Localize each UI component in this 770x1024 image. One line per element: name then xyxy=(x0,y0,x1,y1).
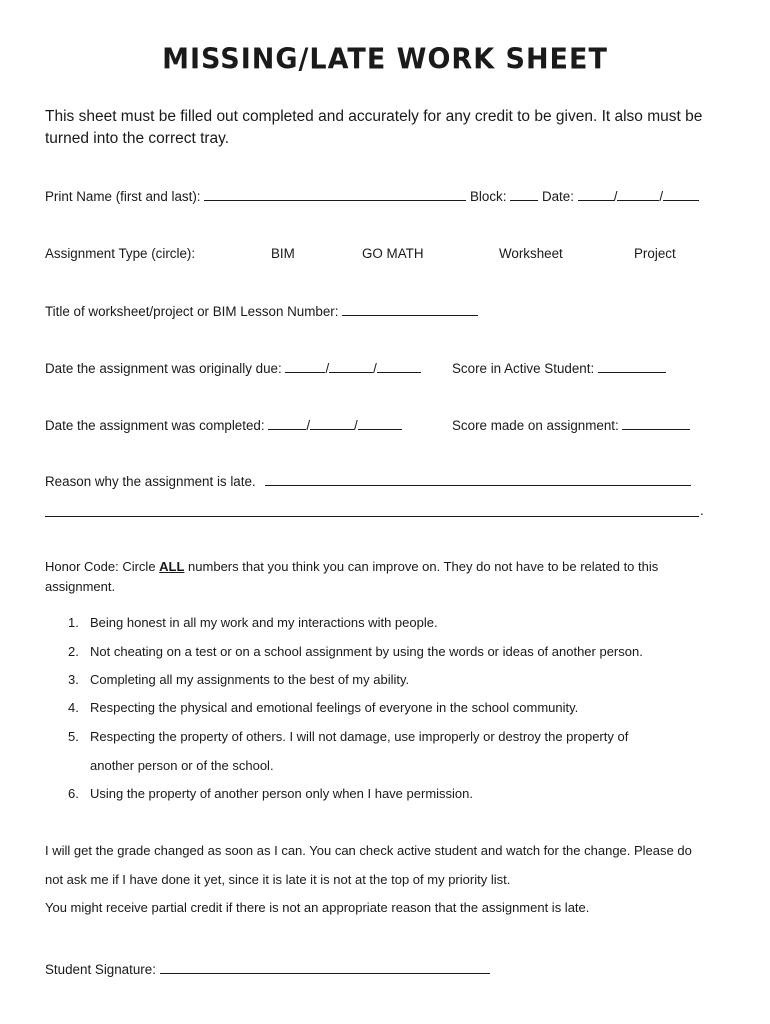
closing-line-3: You might receive partial credit if there is not an appropriate reason that the assignment is late. xyxy=(45,900,590,915)
completed-day-field[interactable] xyxy=(310,417,354,430)
honor-item-number: 3. xyxy=(68,672,79,687)
completed-month-field[interactable] xyxy=(268,417,306,430)
honor-item-number: 6. xyxy=(68,786,79,801)
block-label: Block: xyxy=(470,189,507,204)
honor-item-number: 4. xyxy=(68,700,79,715)
reason-field-line-1[interactable] xyxy=(265,473,691,486)
honor-emphasis: ALL xyxy=(159,559,185,574)
honor-item-number: 5. xyxy=(68,729,79,744)
completed-year-field[interactable] xyxy=(358,417,402,430)
closing-line-1: I will get the grade changed as soon as I can. You can check active student and watch for the change. Please do xyxy=(45,843,692,858)
score-made-field[interactable] xyxy=(622,417,690,430)
assignment-type-label: Assignment Type (circle): xyxy=(45,246,196,261)
honor-item-text: Respecting the physical and emotional feelings of everyone in the school community. xyxy=(90,700,579,715)
date-month-field[interactable] xyxy=(578,188,614,201)
signature-field[interactable] xyxy=(160,961,490,974)
honor-item-text: another person or of the school. xyxy=(90,758,274,773)
honor-item-text: Being honest in all my work and my interactions with people. xyxy=(90,615,438,630)
closing-line-2: not ask me if I have done it yet, since it is late it is not at the top of my priority list. xyxy=(45,872,511,887)
score-active-field[interactable] xyxy=(598,360,666,373)
reason-period: . xyxy=(700,503,704,518)
print-name-row: Print Name (first and last): Block: Date: / / xyxy=(45,188,699,204)
intro-text: This sheet must be filled out completed and accurately for any credit to be given. It also must be turned into the correct tray. xyxy=(45,108,703,147)
type-option-bim[interactable]: BIM xyxy=(271,246,295,261)
honor-item-text: Using the property of another person only when I have permission. xyxy=(90,786,473,801)
date-completed-row: Date the assignment was completed: / / xyxy=(45,417,402,433)
type-option-worksheet[interactable]: Worksheet xyxy=(499,246,563,261)
honor-item-text: Respecting the property of others. I will not damage, use improperly or destroy the property of xyxy=(90,729,629,744)
date-label: Date: xyxy=(541,189,574,204)
score-active-row xyxy=(452,360,666,376)
honor-code-intro xyxy=(45,557,725,597)
honor-item-text: Not cheating on a test or on a school assignment by using the words or ideas of another person. xyxy=(90,644,643,659)
title-field[interactable] xyxy=(342,303,478,316)
score-made-label: Score made on assignment: xyxy=(452,418,619,433)
title-row xyxy=(45,303,478,319)
due-month-field[interactable] xyxy=(285,360,325,373)
type-option-go-math[interactable]: GO MATH xyxy=(362,246,424,261)
type-option-project[interactable]: Project xyxy=(634,246,676,261)
score-active-label: Score in Active Student: xyxy=(452,361,595,376)
print-name-label: Print Name (first and last): xyxy=(45,189,201,204)
due-day-field[interactable] xyxy=(329,360,373,373)
date-day-field[interactable] xyxy=(617,188,659,201)
honor-item-number: 1. xyxy=(68,615,79,630)
title-label: Title of worksheet/project or BIM Lesson Number: xyxy=(45,304,339,319)
honor-suffix: numbers that you think you can improve on. They do not have to be related to this assignment. xyxy=(45,559,659,594)
signature-row xyxy=(45,961,490,977)
reason-row xyxy=(45,473,691,489)
print-name-field[interactable] xyxy=(204,188,466,201)
date-due-row: Date the assignment was originally due: / / xyxy=(45,360,421,376)
honor-item-text: Completing all my assignments to the best of my ability. xyxy=(90,672,410,687)
reason-field-line-2[interactable] xyxy=(45,503,699,517)
date-due-label: Date the assignment was originally due: xyxy=(45,361,282,376)
honor-prefix: Honor Code: Circle xyxy=(45,559,160,574)
honor-item-number: 2. xyxy=(68,644,79,659)
page-title: MISSING/LATE WORK SHEET xyxy=(162,43,608,76)
date-completed-label: Date the assignment was completed: xyxy=(45,418,265,433)
score-made-row xyxy=(452,417,690,433)
due-year-field[interactable] xyxy=(377,360,421,373)
signature-label: Student Signature: xyxy=(45,962,156,977)
block-field[interactable] xyxy=(510,188,538,201)
reason-label: Reason why the assignment is late. xyxy=(45,474,256,489)
date-year-field[interactable] xyxy=(663,188,699,201)
